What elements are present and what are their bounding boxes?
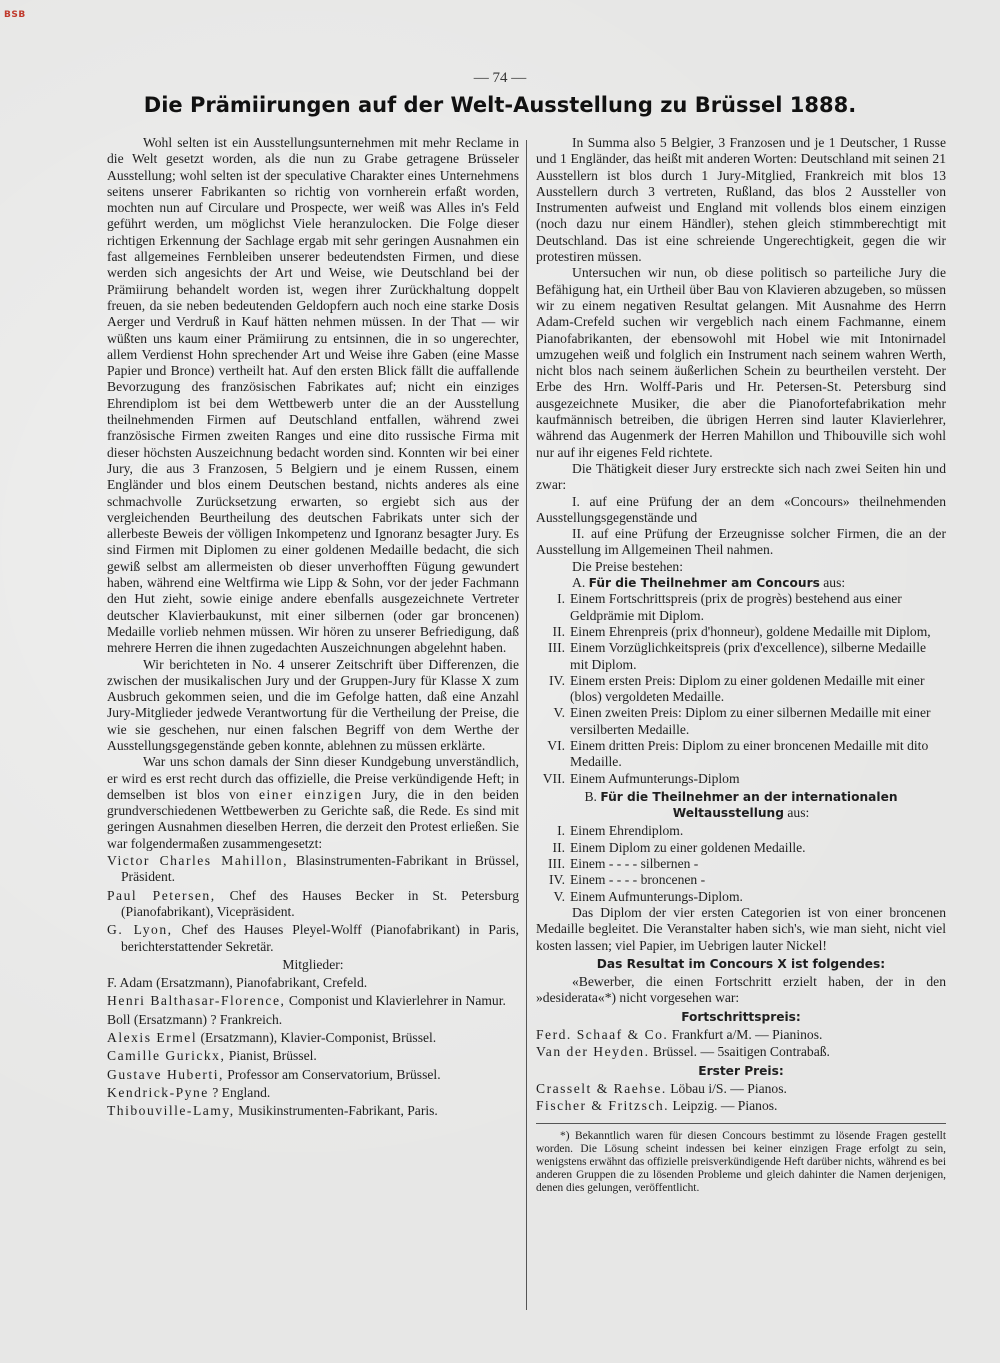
section-b-prefix: B. bbox=[584, 788, 597, 804]
paragraph-diploma: Das Diplom der vier ersten Categorien ist von einer broncenen Medaille begleitet. Die Veranstalter haben sich's, wie man sieht, nicht viel kosten lassen; viel Papier, im Uebrigen lauter Nickel! bbox=[536, 904, 946, 953]
result-entry bbox=[536, 1044, 946, 1060]
prize-item bbox=[536, 673, 946, 706]
section-a-prefix: A. bbox=[572, 575, 586, 591]
prize-text: Einem Vorzüglichkeitspreis (prix d'excellence), silberne Medaille mit Diplom. bbox=[570, 640, 927, 672]
member-entry bbox=[107, 1085, 519, 1101]
prize-number: III. bbox=[548, 640, 565, 656]
person-desc: (Ersatzmann), Klavier-Componist, Brüssel. bbox=[200, 1030, 437, 1046]
member-entry bbox=[107, 1048, 519, 1064]
result-entry bbox=[536, 1081, 946, 1097]
prize-item bbox=[536, 889, 946, 905]
person-name: Thibouville-Lamy, bbox=[107, 1103, 235, 1119]
member-entry bbox=[107, 1103, 519, 1119]
prize-item bbox=[536, 771, 946, 787]
firm-name: Fischer & Fritzsch. bbox=[536, 1098, 670, 1114]
footnote bbox=[536, 1123, 946, 1196]
jury-entry bbox=[107, 853, 519, 886]
person-name: Henri Balthasar-Florence, bbox=[107, 993, 286, 1009]
member-entry bbox=[107, 1030, 519, 1046]
left-column bbox=[107, 135, 519, 1122]
jury-list bbox=[107, 853, 519, 955]
prize-text: Einem dritten Preis: Diplom zu einer broncenen Medaille mit dito Medaille. bbox=[570, 737, 929, 770]
paragraph-jury-a: War uns schon damals der Sinn dieser Kundgebung unverständlich, er wird es erst recht durch das offizielle, die Preise verkündigende Heft; in demselben ist blos von bbox=[107, 754, 519, 802]
prize-number: VII. bbox=[542, 770, 565, 786]
person-name: F. Adam bbox=[107, 975, 153, 991]
member-entry bbox=[107, 993, 519, 1009]
firm-detail: Leipzig. — Pianos. bbox=[672, 1098, 778, 1114]
member-entry bbox=[107, 1012, 519, 1028]
person-desc: Blasinstrumenten-Fabrikant in Brüssel, Präsident. bbox=[121, 853, 519, 885]
prize-item bbox=[536, 823, 946, 839]
jury-entry bbox=[107, 888, 519, 921]
prize-number: VI. bbox=[547, 737, 565, 753]
prize-number: V. bbox=[553, 888, 565, 904]
person-desc: ? England. bbox=[212, 1084, 271, 1100]
footnote-text: *) Bekanntlich waren für diesen Concours bestimmt zu lösende Fragen gestellt worden. Die Lösung scheint indessen bei keiner einzigen Frage erfolgt zu sein, wenigstens erwähnt das offizielle preisverkündigende Heft darüber nichts, während es bei anderen Gruppen die zu lösenden Probleme und gleich dahinter die Namen derjenigen, denen dies gelungen, veröffentlicht. bbox=[536, 1129, 946, 1195]
prize-text: Einem Ehrenpreis (prix d'honneur), goldene Medaille mit Diplom, bbox=[570, 623, 931, 639]
prize-number: II. bbox=[552, 623, 565, 639]
section-b-suffix: aus: bbox=[787, 805, 810, 821]
section-a-suffix: aus: bbox=[823, 575, 846, 591]
prize-text: Einem - - - - silbernen - bbox=[570, 856, 699, 872]
progress-prize-heading: Fortschrittspreis: bbox=[681, 1009, 801, 1024]
paragraph-summary: In Summa also 5 Belgier, 3 Franzosen und je 1 Deutscher, 1 Russe und 1 Engländer, das heißt mit anderen Worten: Deutschland mit seinen 21 Ausstellern ist blos durch 1 Jury-Mitglied, Frankreich mit blos 13 Ausstellern durch 3 vertreten, Rußland, das blos 2 Aussteller von Instrumenten aufweist und England mit vollends blos einem einzigen (noch dazu nur einem Händler), stehen gleich stimmberechtigt mit Deutschland. Das ist eine schreiende Ungerechtigkeit, gegen die wir protestiren müssen. bbox=[536, 135, 946, 265]
column-divider bbox=[526, 140, 527, 1310]
prize-item bbox=[536, 624, 946, 640]
prize-item bbox=[536, 872, 946, 888]
prize-item bbox=[536, 856, 946, 872]
paragraph-competence: Untersuchen wir nun, ob diese politisch so parteiliche Jury die Befähigung hat, ein Urtheil über Bau von Klavieren abzugeben, so müssen wir zu einem negativen Resultat gelangen. Mit Ausnahme des Herrn Adam-Crefeld suchen wir vergeblich nach einem Fachmanne, einem Pianofabrikanten, der ebensowohl mit Hobel wie mit Intonirnadel umzugehen weiß und folglich ein Instrument nach seinem wahren Werth, nicht blos nach seinem äußerlichen Schein zu beurtheilen versteht. Der Erbe des Hrn. Wolff-Paris und Hr. Petersen-St. Petersburg sind ausgezeichnete Musiker, die aber die Pianofortefabrikation mehr kaufmännisch betreiben, die übrigen Herren sind lauter Klavierlehrer, während das Augenmerk der Herren Mahillon und Thibouville sich wohl nur auf ihr eigenes Feld richtete. bbox=[536, 265, 946, 460]
person-desc: Componist und Klavierlehrer in Namur. bbox=[288, 993, 506, 1009]
prize-text: Einem Ehrendiplom. bbox=[570, 823, 684, 839]
prize-item bbox=[536, 591, 946, 624]
person-name: Paul Petersen, bbox=[107, 887, 216, 903]
prize-item bbox=[536, 705, 946, 738]
members-list bbox=[107, 975, 519, 1119]
article-title: Die Prämiirungen auf der Welt-Ausstellung zu Brüssel 1888. bbox=[143, 93, 857, 117]
prize-number: I. bbox=[557, 823, 565, 839]
paragraph-jury bbox=[107, 754, 519, 852]
person-name: Alexis Ermel bbox=[107, 1030, 198, 1046]
prize-item bbox=[536, 738, 946, 771]
section-a-heading bbox=[536, 575, 946, 591]
person-desc: Pianist, Brüssel. bbox=[228, 1048, 317, 1064]
paragraph-activity: Die Thätigkeit dieser Jury erstreckte sich nach zwei Seiten hin und zwar: bbox=[536, 460, 946, 493]
firm-name: Ferd. Schaaf & Co. bbox=[536, 1027, 669, 1043]
firm-detail: Frankfurt a/M. — Pianinos. bbox=[671, 1027, 823, 1043]
prize-text: Einem Fortschrittspreis (prix de progrès) bestehend aus einer Geldprämie mit Diplom. bbox=[570, 591, 902, 623]
member-entry bbox=[107, 975, 519, 991]
member-entry bbox=[107, 1067, 519, 1083]
prize-text: Einem ersten Preis: Diplom zu einer goldenen Medaille mit einer (blos) vergoldeten Medaille. bbox=[570, 672, 925, 705]
prize-text: Einem Diplom zu einer goldenen Medaille. bbox=[570, 839, 806, 855]
page-number: — 74 — bbox=[473, 70, 527, 86]
firm-detail: Brüssel. — 5saitigen Contrabaß. bbox=[652, 1044, 830, 1060]
person-name: Gustave Huberti, bbox=[107, 1066, 224, 1082]
right-column bbox=[536, 135, 946, 1196]
section-b-heading bbox=[536, 789, 946, 822]
prize-number: V. bbox=[553, 705, 565, 721]
person-name: G. Lyon, bbox=[107, 922, 173, 938]
jury-entry bbox=[107, 922, 519, 955]
prize-number: IV. bbox=[549, 872, 565, 888]
prize-text: Einem Aufmunterungs-Diplom bbox=[570, 770, 740, 786]
paragraph-report: Wir berichteten in No. 4 unserer Zeitschrift über Differenzen, die zwischen der musikalischen Jury und der Gruppen-Jury für Klasse X zum Ausbruch gekommen seien, und die im Gefolge hatten, daß eine Anzahl Jury-Mitglieder jedwede Verantwortung für die Vertheilung der Preise, die wie sie geschehen, nur einen falschen Begriff von dem Werthe der Ausstellungsgegenstände geben konnte, ablehnen zu müssen erklärte. bbox=[107, 656, 519, 753]
first-prize-heading: Erster Preis: bbox=[698, 1063, 784, 1078]
prize-number: I. bbox=[557, 591, 565, 607]
section-a-title: Für die Theilnehmer am Concours bbox=[588, 576, 820, 591]
prize-text: Einem - - - - broncenen - bbox=[570, 872, 706, 888]
person-desc: (Ersatzmann) ? Frankreich. bbox=[133, 1011, 283, 1027]
prize-list-b bbox=[536, 823, 946, 904]
result-entry bbox=[536, 1027, 946, 1043]
result-entry bbox=[536, 1098, 946, 1114]
person-desc: Musikinstrumenten-Fabrikant, Paris. bbox=[238, 1103, 438, 1119]
prize-text: Einem Aufmunterungs-Diplom. bbox=[570, 888, 743, 904]
person-desc: Professor am Conservatorium, Brüssel. bbox=[227, 1066, 441, 1082]
person-desc: Chef des Hauses Pleyel-Wolff (Pianofabrikant) in Paris, berichterstattender Sekretär. bbox=[121, 922, 519, 954]
firm-detail: Löbau i/S. — Pianos. bbox=[670, 1080, 787, 1096]
result-heading: Das Resultat im Concours X ist folgendes: bbox=[596, 956, 886, 971]
person-name: Kendrick-Pyne bbox=[107, 1084, 209, 1100]
firm-name: Crasselt & Raehse. bbox=[536, 1080, 667, 1096]
paragraph-jury-b: Jury, die in den beiden grundverschiedenen Wettbewerben zu Gerichte saß, die Rede. Es sind mit geringen Ausnahmen dieselben Herren, die derzeit den Protest erließen. Sie war folgendermaßen zusammengesetzt: bbox=[107, 786, 519, 851]
prize-number: II. bbox=[552, 839, 565, 855]
firm-name: Van der Heyden. bbox=[536, 1044, 650, 1060]
person-desc: (Ersatzmann), Pianofabrikant, Crefeld. bbox=[156, 975, 368, 991]
prize-list-a bbox=[536, 591, 946, 787]
prize-text: Einen zweiten Preis: Diplom zu einer silbernen Medaille mit einer versilberten Medaille. bbox=[570, 705, 931, 737]
section-b-title: Für die Theilnehmer an der internationalen Weltausstellung bbox=[600, 789, 898, 821]
prize-number: IV. bbox=[549, 672, 565, 688]
person-name: Camille Gurickx, bbox=[107, 1048, 226, 1064]
members-heading: Mitglieder: bbox=[282, 956, 344, 972]
person-desc: Chef des Hauses Becker in St. Petersburg (Pianofabrikant), Vicepräsident. bbox=[121, 887, 519, 919]
paragraph-point-two: II. auf eine Prüfung der Erzeugnisse solcher Firmen, die an der Ausstellung im Allgemeinen Theil nahmen. bbox=[536, 526, 946, 558]
prize-item bbox=[536, 640, 946, 673]
paragraph-intro: Wohl selten ist ein Ausstellungsunternehmen mit mehr Reclame in die Welt gesetzt worden, als die nun zu Grabe getragene Brüsseler Ausstellung; wohl selten ist der speculative Charakter eines Unternehmens seitens unserer Fabrikanten so richtig von vornherein erfaßt worden, mochten nun auf Circulare und Prospecte, wer weiß was Alles in's Feld geführt werden, um möglichst Viele heranzulocken. Die Folge dieser richtigen Erkennung der Sachlage ergab mit sehr geringen Ausnahmen ein fast allgemeines Fernbleiben unserer bedeutendsten Firmen, und diese werden sich angesichts der Art und Weise, wie Deutschland bei der Prämiirung behandelt worden ist, wegen ihrer Zurückhaltung doppelt freuen, da sie neben bedeutenden Geldopfern auch noch eine starke Dosis Aerger und Verdruß in Kauf hätten nehmen müssen. In der That — wir wüßten uns kaum einer Prämiirung zu entsinnen, die in so ungerechter, allem Verdienst Hohn sprechender Art und Weise ihre Gaben (eine Masse Papier und Bronce) vertheilt hat. Auf den ersten Blick fällt die auffallende Bevorzugung des französischen Fabrikates auf; nicht ein einziges Ehrendiplom ist bei dem Wettbewerb unter die an der Ausstellung theilnehmenden Firmen auf Deutschland entfallen, während zwei französische Firmen zweiten Ranges und eine dito russische Firma mit dieser höchsten Auszeichnung bedacht worden sind. Konnten wir bei einer Jury, die aus 3 Franzosen, 5 Belgiern und je einem Russen, einem Engländer und blos einem Deutschen bestand, nichts anderes als eine schmachvolle Zurücksetzung erwarten, so ergiebt sich aus der vergleichenden Beurtheilung des deutschen Fabrikats unter sich der allerbeste Beweis der völligen Inkompetenz und Ignoranz besagter Jury. Es sind Firmen mit Diplomen zu einer goldenen Medaille bedacht, die sich gewiß selbst am allermeisten ob dieser unverhofften Fügung gewundert haben, während eine Weltfirma wie Lipp & Sohn, vor der jeder Fachmann den Hut zieht, sowie einige andere ebenfalls ausgezeichnete Vertreter deutscher Klavierbaukunst, mit einer silbernen (oder gar broncenen) Medaille vorlieb nehmen müssen. Wir hören zu unserer Befriedigung, daß mehrere Herren die ihnen zugedachten Auszeichnungen abgelehnt haben. bbox=[107, 135, 519, 656]
person-name: Boll bbox=[107, 1011, 131, 1027]
person-name: Victor Charles Mahillon, bbox=[107, 853, 288, 869]
library-watermark: BSB bbox=[4, 10, 26, 20]
prize-item bbox=[536, 840, 946, 856]
prize-number: III. bbox=[548, 856, 565, 872]
paragraph-applicants: «Bewerber, die einen Fortschritt erzielt haben, der in den »desiderata«*) nicht vorgesehen war: bbox=[536, 974, 946, 1006]
spaced-emphasis: einer einzigen bbox=[258, 786, 363, 802]
paragraph-prizes-intro: Die Preise bestehen: bbox=[572, 558, 683, 574]
paragraph-point-one: I. auf eine Prüfung der an dem «Concours» theilnehmenden Ausstellungsgegenstände und bbox=[536, 493, 946, 525]
